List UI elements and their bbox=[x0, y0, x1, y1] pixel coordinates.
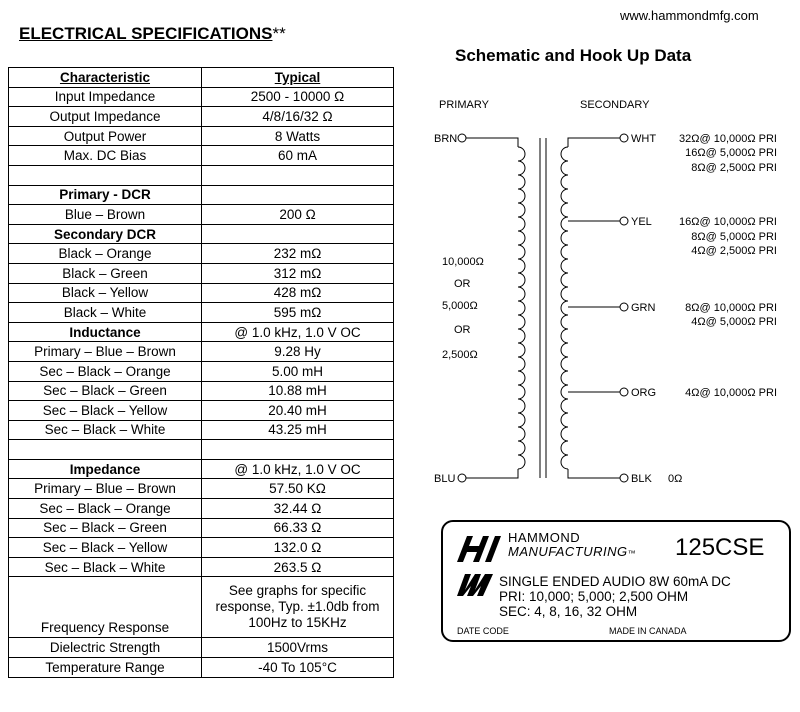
tap-yel-line: 8Ω@ 5,000Ω PRI bbox=[691, 231, 777, 243]
tap-yel-name: YEL bbox=[631, 216, 652, 228]
row-value: @ 1.0 kHz, 1.0 V OC bbox=[202, 459, 394, 479]
table-row bbox=[9, 401, 394, 421]
row-label: Temperature Range bbox=[9, 658, 202, 678]
spec-title-text: ELECTRICAL SPECIFICATIONS bbox=[19, 24, 273, 43]
tap-blk-name: BLK bbox=[631, 473, 652, 485]
header-characteristic: Characteristic bbox=[9, 68, 202, 88]
row-label: Output Power bbox=[9, 126, 202, 146]
blu-label: BLU bbox=[434, 473, 456, 485]
row-label: Blue – Brown bbox=[9, 205, 202, 225]
row-value: @ 1.0 kHz, 1.0 V OC bbox=[202, 322, 394, 342]
row-value: 5.00 mH bbox=[202, 361, 394, 381]
tap-blk-line: 0Ω bbox=[668, 473, 683, 485]
wht-terminal bbox=[620, 134, 628, 142]
row-label: Output Impedance bbox=[9, 107, 202, 127]
row-value: 8 Watts bbox=[202, 126, 394, 146]
table-row bbox=[9, 557, 394, 577]
primary-value: 5,000Ω bbox=[442, 300, 478, 312]
table-row-frequency bbox=[9, 577, 394, 638]
row-value: 132.0 Ω bbox=[202, 538, 394, 558]
tap-yel-line: 4Ω@ 2,500Ω PRI bbox=[691, 245, 777, 257]
row-value: 32.44 Ω bbox=[202, 499, 394, 519]
table-row bbox=[9, 518, 394, 538]
date-code: DATE CODE bbox=[457, 626, 509, 636]
hammond-logo-icon bbox=[455, 532, 503, 564]
table-row bbox=[9, 107, 394, 127]
table-row bbox=[9, 263, 394, 283]
primary-value: OR bbox=[454, 278, 471, 290]
brand-line2-wrap bbox=[508, 545, 636, 561]
tap-wht-name: WHT bbox=[631, 133, 657, 145]
row-label: Sec – Black – Yellow bbox=[9, 538, 202, 558]
table-row bbox=[9, 499, 394, 519]
row-label bbox=[9, 165, 202, 185]
row-label: Black – Yellow bbox=[9, 283, 202, 303]
table-row bbox=[9, 146, 394, 166]
spec-table bbox=[8, 67, 394, 678]
row-value: 312 mΩ bbox=[202, 263, 394, 283]
secondary-coil bbox=[561, 147, 568, 469]
row-label: Sec – Black – White bbox=[9, 557, 202, 577]
spec-title bbox=[19, 24, 286, 44]
table-section-row bbox=[9, 459, 394, 479]
row-value: 200 Ω bbox=[202, 205, 394, 225]
row-value: 1500Vrms bbox=[202, 638, 394, 658]
primary-value: 2,500Ω bbox=[442, 349, 478, 361]
wht-wire bbox=[568, 138, 620, 147]
row-value bbox=[202, 440, 394, 460]
row-value bbox=[202, 224, 394, 244]
row-value: 57.50 KΩ bbox=[202, 479, 394, 499]
tap-grn-line: 4Ω@ 5,000Ω PRI bbox=[691, 316, 777, 328]
brand-tm: ™ bbox=[627, 549, 637, 558]
table-row bbox=[9, 303, 394, 323]
row-label: Input Impedance bbox=[9, 87, 202, 107]
table-section-row bbox=[9, 185, 394, 205]
blk-wire bbox=[568, 469, 620, 478]
secondary-label: SECONDARY bbox=[580, 99, 650, 111]
table-section-row bbox=[9, 322, 394, 342]
blk-terminal bbox=[620, 474, 628, 482]
org-terminal bbox=[620, 388, 628, 396]
section-inductance: Inductance bbox=[9, 322, 202, 342]
table-row bbox=[9, 381, 394, 401]
row-value: 263.5 Ω bbox=[202, 557, 394, 577]
yel-terminal bbox=[620, 217, 628, 225]
row-value: 2500 - 10000 Ω bbox=[202, 87, 394, 107]
row-label bbox=[9, 440, 202, 460]
primary-top-wire bbox=[466, 138, 518, 147]
desc-line: PRI: 10,000; 5,000; 2,500 OHM bbox=[499, 589, 689, 604]
table-row bbox=[9, 420, 394, 440]
brn-label: BRN bbox=[434, 133, 458, 145]
row-value: See graphs for specific response, Typ. ±1.0db from 100Hz to 15KHz bbox=[202, 577, 394, 638]
row-label: Sec – Black – Green bbox=[9, 518, 202, 538]
section-primary-dcr: Primary - DCR bbox=[9, 185, 202, 205]
row-value: 43.25 mH bbox=[202, 420, 394, 440]
row-label: Sec – Black – Green bbox=[9, 381, 202, 401]
table-row bbox=[9, 479, 394, 499]
schematic-title: Schematic and Hook Up Data bbox=[455, 46, 692, 65]
row-label: Frequency Response bbox=[9, 577, 202, 638]
primary-label: PRIMARY bbox=[439, 99, 489, 111]
row-value: 60 mA bbox=[202, 146, 394, 166]
table-header-row bbox=[9, 68, 394, 88]
desc-line: SEC: 4, 8, 16, 32 OHM bbox=[499, 604, 638, 619]
primary-value: OR bbox=[454, 324, 471, 336]
table-section-row bbox=[9, 224, 394, 244]
desc-line: SINGLE ENDED AUDIO 8W 60mA DC bbox=[499, 574, 731, 589]
primary-bottom-wire bbox=[466, 469, 518, 478]
made-in: MADE IN CANADA bbox=[609, 626, 687, 636]
row-label: Sec – Black – White bbox=[9, 420, 202, 440]
row-value bbox=[202, 165, 394, 185]
table-row bbox=[9, 126, 394, 146]
row-label: Black – Orange bbox=[9, 244, 202, 264]
table-row bbox=[9, 658, 394, 678]
schematic-diagram bbox=[420, 90, 790, 500]
brn-terminal bbox=[458, 134, 466, 142]
row-label: Sec – Black – Orange bbox=[9, 499, 202, 519]
transformer-logo-icon bbox=[455, 572, 495, 598]
brand-line1: HAMMOND bbox=[508, 530, 581, 545]
primary-coil bbox=[518, 147, 525, 469]
table-row bbox=[9, 638, 394, 658]
row-label: Black – Green bbox=[9, 263, 202, 283]
section-secondary-dcr: Secondary DCR bbox=[9, 224, 202, 244]
tap-wht-line: 16Ω@ 5,000Ω PRI bbox=[685, 147, 777, 159]
table-row bbox=[9, 538, 394, 558]
row-value: 232 mΩ bbox=[202, 244, 394, 264]
table-row bbox=[9, 283, 394, 303]
section-impedance: Impedance bbox=[9, 459, 202, 479]
row-value: 9.28 Hy bbox=[202, 342, 394, 362]
table-row-empty bbox=[9, 440, 394, 460]
primary-value: 10,000Ω bbox=[442, 256, 484, 268]
row-label: Primary – Blue – Brown bbox=[9, 479, 202, 499]
tap-grn-line: 8Ω@ 10,000Ω PRI bbox=[685, 302, 777, 314]
row-value: 428 mΩ bbox=[202, 283, 394, 303]
row-value: 10.88 mH bbox=[202, 381, 394, 401]
tap-org-line: 4Ω@ 10,000Ω PRI bbox=[685, 387, 777, 399]
row-label: Max. DC Bias bbox=[9, 146, 202, 166]
tap-wht-line: 8Ω@ 2,500Ω PRI bbox=[691, 162, 777, 174]
table-row bbox=[9, 342, 394, 362]
website-url: www.hammondmfg.com bbox=[620, 8, 759, 23]
model-number: 125CSE bbox=[675, 534, 765, 561]
header-typical: Typical bbox=[202, 68, 394, 88]
table-row bbox=[9, 205, 394, 225]
table-row bbox=[9, 87, 394, 107]
brand-line2: MANUFACTURING bbox=[508, 544, 628, 559]
tap-wht-line: 32Ω@ 10,000Ω PRI bbox=[679, 133, 777, 145]
row-value: -40 To 105°C bbox=[202, 658, 394, 678]
row-label: Black – White bbox=[9, 303, 202, 323]
product-label bbox=[441, 520, 791, 642]
blu-terminal bbox=[458, 474, 466, 482]
spec-title-suffix: ** bbox=[272, 24, 286, 43]
tap-org-name: ORG bbox=[631, 387, 657, 399]
row-value: 66.33 Ω bbox=[202, 518, 394, 538]
row-value: 595 mΩ bbox=[202, 303, 394, 323]
tap-yel-line: 16Ω@ 10,000Ω PRI bbox=[679, 216, 777, 228]
table-row bbox=[9, 244, 394, 264]
row-label: Sec – Black – Orange bbox=[9, 361, 202, 381]
row-label: Sec – Black – Yellow bbox=[9, 401, 202, 421]
row-value: 20.40 mH bbox=[202, 401, 394, 421]
table-row bbox=[9, 361, 394, 381]
row-label: Primary – Blue – Brown bbox=[9, 342, 202, 362]
row-value: 4/8/16/32 Ω bbox=[202, 107, 394, 127]
grn-terminal bbox=[620, 303, 628, 311]
row-label: Dielectric Strength bbox=[9, 638, 202, 658]
tap-grn-name: GRN bbox=[631, 302, 656, 314]
label-description bbox=[499, 574, 731, 619]
brand-name bbox=[508, 531, 636, 561]
row-value bbox=[202, 185, 394, 205]
table-row-empty bbox=[9, 165, 394, 185]
